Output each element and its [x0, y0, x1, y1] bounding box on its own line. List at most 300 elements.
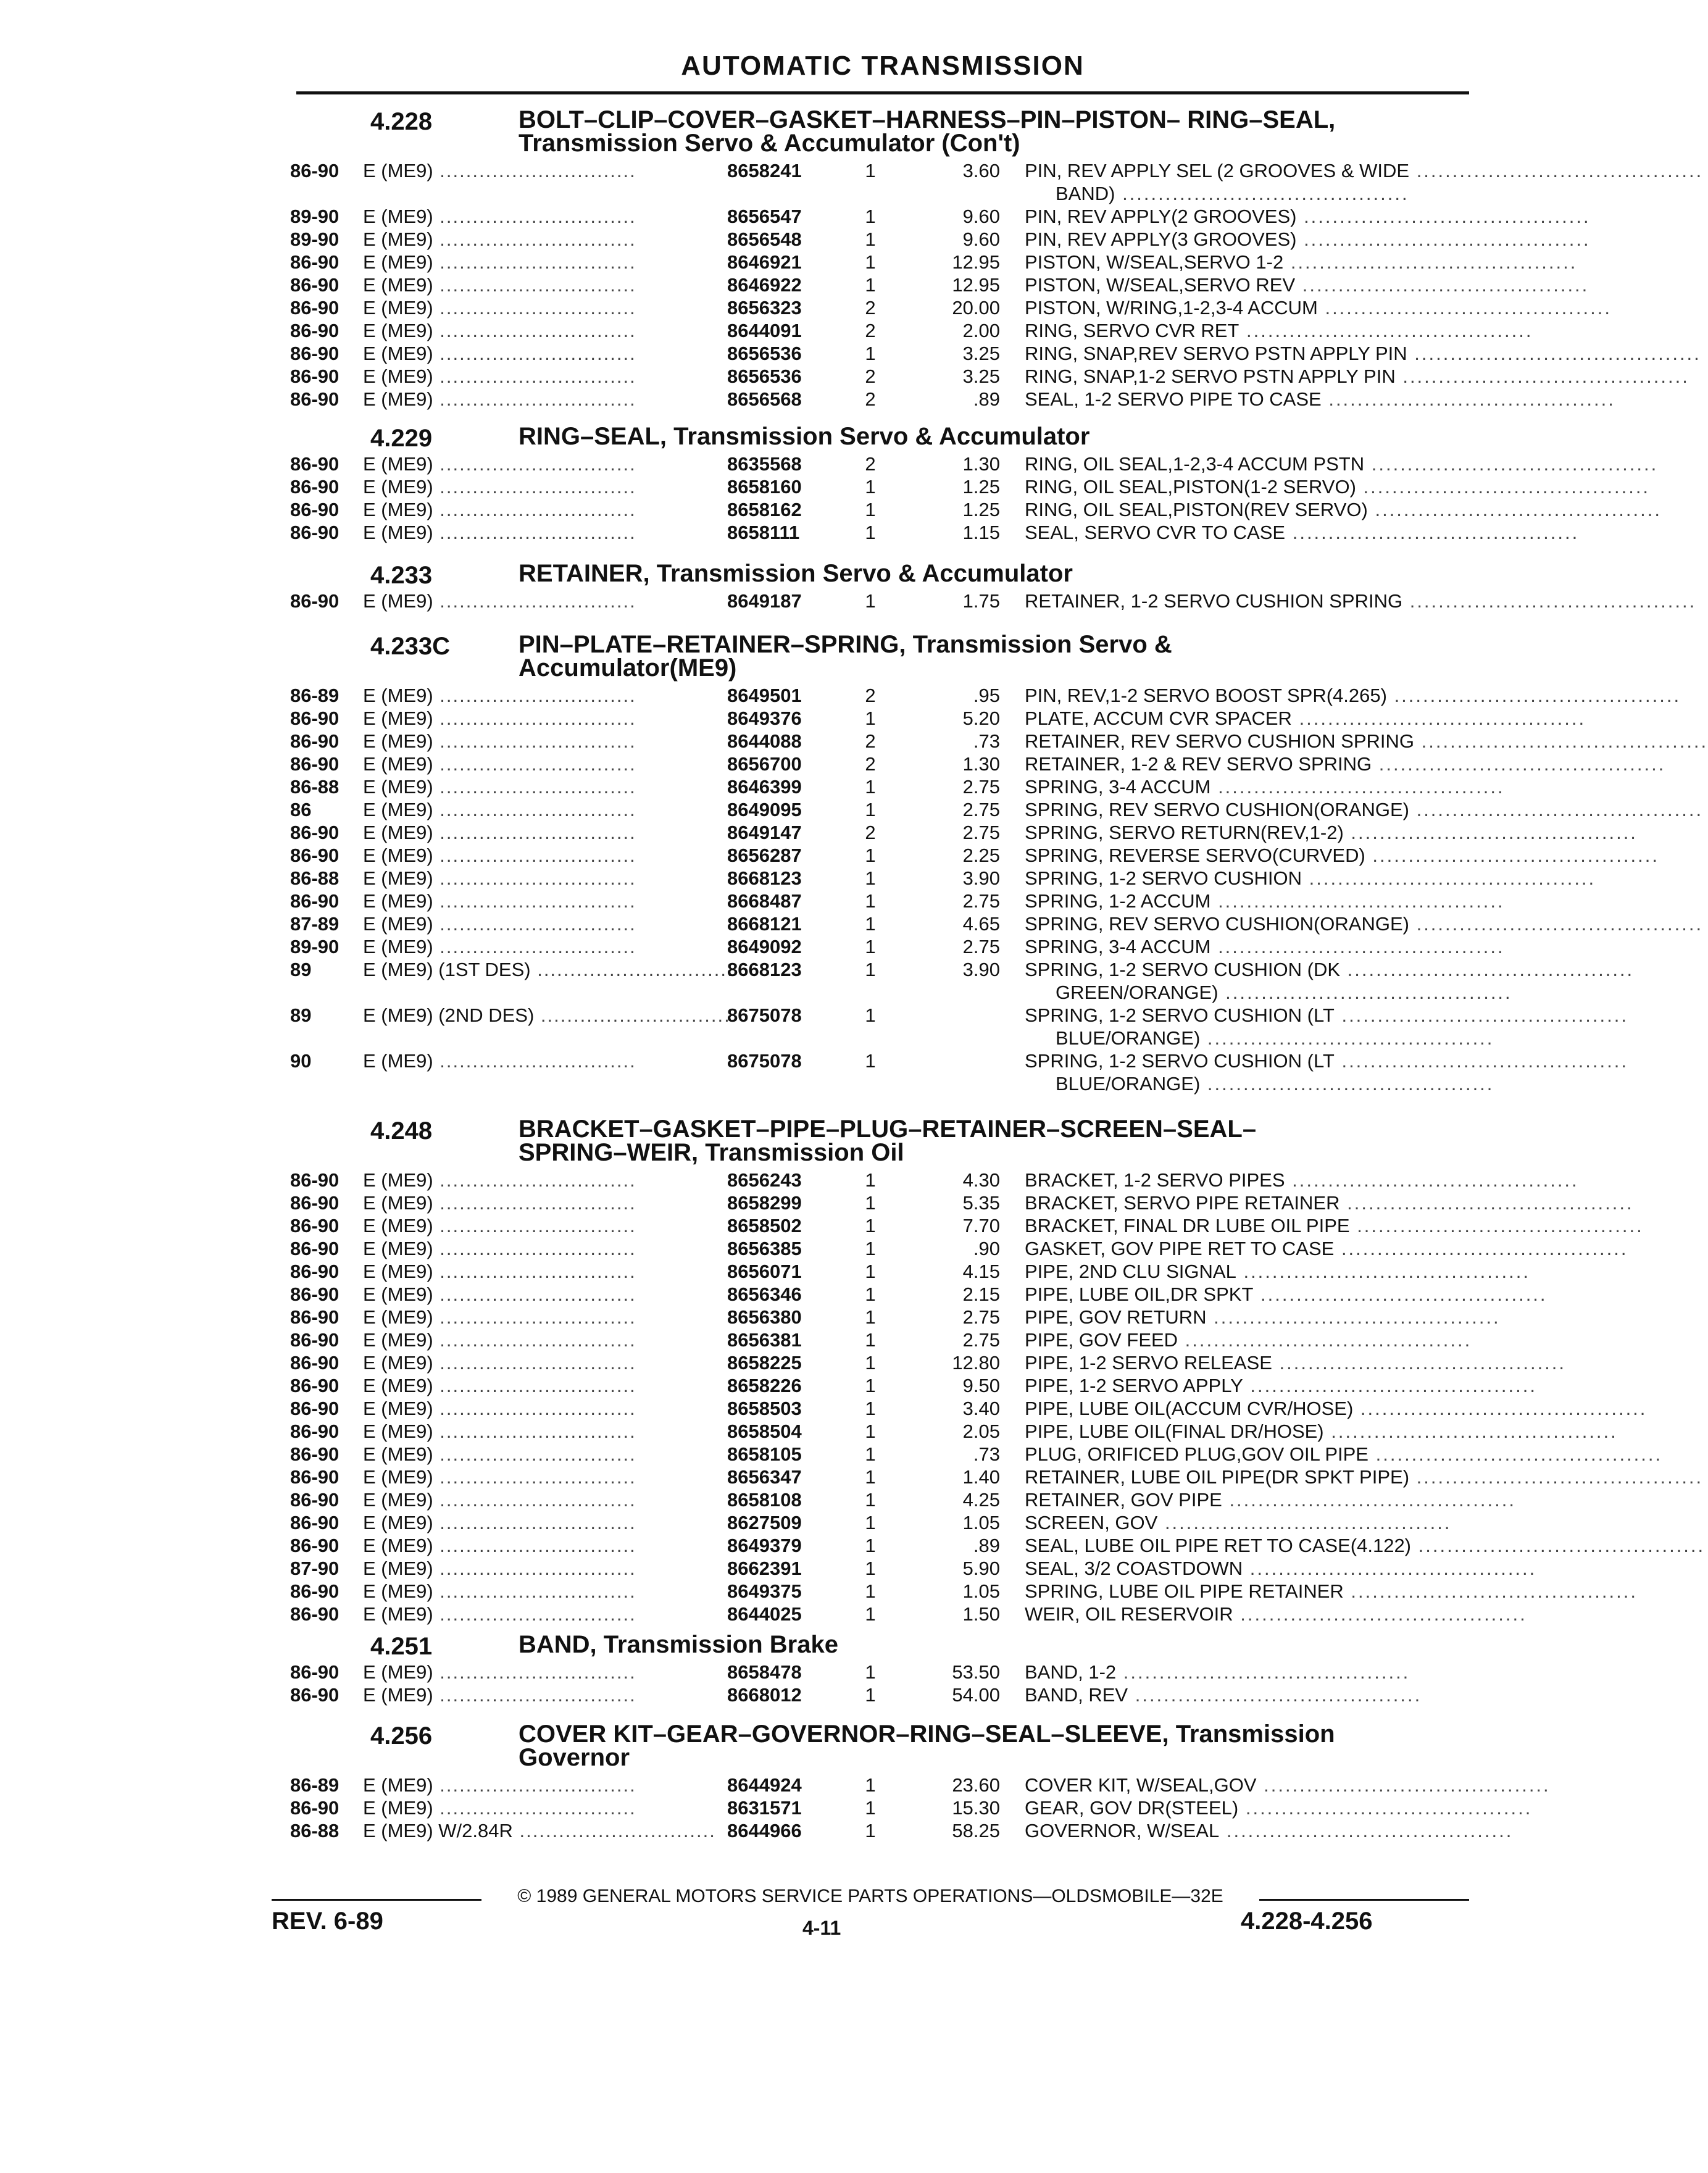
year-cell: 86-90 [290, 522, 340, 543]
leader-dots: ........................................ [1343, 1580, 1638, 1602]
leader-dots: ........................................ [1409, 913, 1704, 935]
year-cell: 86-90 [290, 343, 340, 364]
parts-row [290, 799, 1704, 822]
section-title [519, 1633, 1444, 1656]
quantity-cell: 1 [865, 936, 876, 957]
leader-dots: ........................................ [1372, 753, 1666, 775]
engine-text: E (ME9) [363, 1398, 433, 1419]
engine-cell [363, 685, 636, 707]
footer-rule-right [1259, 1899, 1469, 1901]
engine-cell [363, 1466, 636, 1488]
price-cell: 20.00 [952, 297, 1000, 319]
price-cell: .73 [973, 730, 1000, 752]
parts-row [290, 936, 1505, 959]
leader-dots: ........................................ [1285, 522, 1580, 543]
description-text: SEAL, 1-2 SERVO PIPE TO CASE [1025, 388, 1322, 410]
price-cell: 9.60 [962, 228, 1000, 250]
description-cell [1025, 297, 1612, 319]
leader-dots: .............................. [433, 160, 636, 181]
engine-text: E (ME9) [363, 251, 433, 273]
year-cell: 86-90 [290, 1661, 340, 1683]
description-cell [1025, 936, 1505, 958]
price-cell: .89 [973, 1535, 1000, 1556]
description-cell [1025, 913, 1704, 935]
section-title [519, 1117, 1444, 1164]
part-number-cell: 8656380 [727, 1306, 802, 1328]
year-cell: 86-90 [290, 320, 340, 341]
engine-text: E (ME9) [363, 228, 433, 250]
engine-cell [363, 388, 636, 411]
year-cell: 86-90 [290, 1535, 340, 1556]
engine-cell [363, 776, 636, 798]
description-text: PIN, REV APPLY SEL (2 GROOVES & WIDE [1025, 160, 1410, 181]
engine-cell [363, 730, 636, 753]
year-cell: 86-90 [290, 1398, 340, 1419]
engine-text: E (ME9) [363, 753, 433, 775]
leader-dots: .............................. [433, 274, 636, 296]
parts-row [290, 1306, 1501, 1330]
parts-row [290, 959, 1635, 982]
leader-dots: ........................................ [1236, 1261, 1530, 1282]
quantity-cell: 1 [865, 160, 876, 181]
leader-dots: ........................................ [1353, 1398, 1648, 1419]
year-cell: 86-90 [290, 453, 340, 475]
parts-row [290, 1774, 1551, 1798]
leader-dots: .............................. [433, 776, 636, 798]
header-rule [296, 91, 1469, 94]
quantity-cell: 1 [865, 476, 876, 498]
quantity-cell: 1 [865, 251, 876, 273]
description-text: SPRING, SERVO RETURN(REV,1-2) [1025, 822, 1344, 843]
description-cell [1025, 1352, 1567, 1374]
description-text: SPRING, 3-4 ACCUM [1025, 936, 1211, 957]
engine-cell [363, 476, 636, 498]
description-text: BLUE/ORANGE) [1056, 1073, 1201, 1095]
description-cell [1025, 206, 1591, 228]
part-number-cell: 8662391 [727, 1558, 802, 1579]
description-text: SCREEN, GOV [1025, 1512, 1158, 1533]
description-text: SPRING, 1-2 SERVO CUSHION (LT [1025, 1004, 1335, 1026]
description-text: SPRING, 1-2 ACCUM [1025, 890, 1211, 912]
leader-dots: ........................................ [1317, 297, 1612, 319]
part-number-cell: 8646922 [727, 274, 802, 296]
leader-dots: .............................. [433, 206, 636, 227]
engine-cell [363, 1684, 636, 1706]
part-number-cell: 8656071 [727, 1261, 802, 1282]
description-text: WEIR, OIL RESERVOIR [1025, 1603, 1233, 1625]
price-cell: 1.25 [962, 476, 1000, 498]
quantity-cell: 1 [865, 1558, 876, 1579]
engine-cell [363, 1329, 636, 1351]
leader-dots: .............................. [433, 890, 636, 912]
part-number-cell: 8656243 [727, 1169, 802, 1191]
price-cell: 4.25 [962, 1489, 1000, 1511]
description-text: PIN, REV,1-2 SERVO BOOST SPR(4.265) [1025, 685, 1387, 706]
year-cell: 86-90 [290, 1580, 340, 1602]
parts-row [290, 1169, 1579, 1193]
description-text: RETAINER, REV SERVO CUSHION SPRING [1025, 730, 1415, 752]
description-text: RETAINER, 1-2 SERVO CUSHION SPRING [1025, 590, 1403, 612]
part-number-cell: 8656536 [727, 343, 802, 364]
part-number-cell: 8649501 [727, 685, 802, 706]
leader-dots: ........................................ [1386, 685, 1681, 706]
price-cell: 15.30 [952, 1797, 1000, 1819]
leader-dots: .............................. [433, 343, 636, 364]
quantity-cell: 1 [865, 1774, 876, 1796]
leader-dots: ........................................ [1402, 590, 1697, 612]
price-cell: .95 [973, 685, 1000, 706]
engine-cell [363, 890, 636, 912]
leader-dots: ........................................ [1334, 1004, 1628, 1026]
year-cell: 86-88 [290, 776, 340, 798]
year-cell: 86 [290, 799, 312, 820]
engine-text: E (ME9) W/2.84R [363, 1820, 513, 1841]
engine-text: E (ME9) [363, 730, 433, 752]
section-title [519, 425, 1444, 448]
part-number-cell: 8658225 [727, 1352, 802, 1374]
leader-dots: ........................................ [1334, 1238, 1628, 1259]
section-number: 4.251 [370, 1633, 433, 1660]
price-cell: .89 [973, 388, 1000, 410]
leader-dots: .............................. [433, 822, 636, 843]
price-cell: 1.15 [962, 522, 1000, 543]
price-cell: 2.75 [962, 890, 1000, 912]
leader-dots: .............................. [433, 1580, 636, 1602]
price-cell: 12.95 [952, 274, 1000, 296]
parts-row [290, 206, 1591, 229]
leader-dots: .............................. [433, 1797, 636, 1819]
quantity-cell: 2 [865, 365, 876, 387]
description-cell [1025, 1466, 1704, 1488]
description-cell [1025, 1489, 1516, 1511]
year-cell: 86-90 [290, 1512, 340, 1533]
leader-dots: ........................................ [1409, 160, 1704, 181]
leader-dots: .............................. [433, 320, 636, 341]
engine-text: E (ME9) [363, 522, 433, 543]
description-cell [1025, 890, 1505, 912]
engine-cell [363, 1398, 636, 1420]
year-cell: 86-90 [290, 1466, 340, 1488]
price-cell: 1.75 [962, 590, 1000, 612]
parts-row [290, 388, 1615, 412]
year-cell: 86-90 [290, 1684, 340, 1706]
price-cell: 2.75 [962, 1329, 1000, 1351]
engine-cell [363, 936, 636, 958]
quantity-cell: 1 [865, 1215, 876, 1237]
engine-text: E (ME9) [363, 1238, 433, 1259]
description-text: RING, OIL SEAL,PISTON(1-2 SERVO) [1025, 476, 1356, 498]
part-number-cell: 8658108 [727, 1489, 802, 1511]
description-cell [1025, 1443, 1663, 1466]
engine-text: E (ME9) [363, 499, 433, 520]
description-cell [1025, 388, 1615, 411]
quantity-cell: 2 [865, 753, 876, 775]
engine-cell [363, 160, 636, 182]
year-cell: 86-90 [290, 365, 340, 387]
engine-cell [363, 274, 636, 296]
section-number: 4.233 [370, 562, 433, 589]
year-cell: 86-90 [290, 1443, 340, 1465]
price-cell: 2.75 [962, 936, 1000, 957]
description-text: SPRING, LUBE OIL PIPE RETAINER [1025, 1580, 1344, 1602]
parts-row [290, 1050, 1628, 1074]
section-title-line: RING–SEAL, Transmission Servo & Accumulator [519, 423, 1090, 450]
year-cell: 87-90 [290, 1558, 340, 1579]
quantity-cell: 1 [865, 1238, 876, 1259]
leader-dots: ........................................ [1349, 1215, 1644, 1237]
leader-dots: .............................. [433, 1375, 636, 1396]
parts-row [290, 343, 1701, 366]
description-cell [1025, 1684, 1481, 1706]
description-cell [1025, 1306, 1501, 1328]
leader-dots: .............................. [433, 1050, 636, 1072]
parts-row [290, 1215, 1644, 1238]
description-text: PLUG, ORIFICED PLUG,GOV OIL PIPE [1025, 1443, 1368, 1465]
price-cell: 2.75 [962, 799, 1000, 820]
quantity-cell: 1 [865, 1443, 876, 1465]
footer-revision: REV. 6-89 [272, 1908, 383, 1935]
section-title [519, 108, 1444, 155]
leader-dots: ........................................ [1243, 1375, 1537, 1396]
leader-dots: .............................. [433, 685, 636, 706]
parts-row [290, 1684, 1481, 1708]
engine-cell [363, 1420, 636, 1443]
parts-row [290, 913, 1704, 936]
leader-dots: ........................................ [1409, 1466, 1704, 1488]
section-number: 4.233C [370, 633, 450, 660]
price-cell: 23.60 [952, 1774, 1000, 1796]
leader-dots: .............................. [433, 228, 636, 250]
description-cell [1025, 822, 1638, 844]
parts-row [290, 1192, 1634, 1216]
year-cell: 86-90 [290, 1238, 340, 1259]
leader-dots: .............................. [433, 1535, 636, 1556]
leader-dots: ........................................ [1128, 1684, 1422, 1706]
description-text: RETAINER, 1-2 & REV SERVO SPRING [1025, 753, 1372, 775]
parts-row [290, 822, 1638, 845]
quantity-cell: 1 [865, 867, 876, 889]
description-continuation [1056, 1073, 1512, 1095]
leader-dots: .............................. [530, 959, 734, 980]
quantity-cell: 1 [865, 228, 876, 250]
part-number-cell: 8644966 [727, 1820, 802, 1841]
section-number: 4.248 [370, 1117, 433, 1145]
section-title-line: SPRING–WEIR, Transmission Oil [519, 1139, 904, 1166]
year-cell: 86-90 [290, 1375, 340, 1396]
part-number-cell: 8658162 [727, 499, 802, 520]
section-number: 4.228 [370, 108, 433, 135]
engine-text: E (ME9) [363, 1306, 433, 1328]
quantity-cell: 1 [865, 913, 876, 935]
leader-dots: ........................................ [1291, 707, 1586, 729]
quantity-cell: 1 [865, 1820, 876, 1841]
price-cell: 54.00 [952, 1684, 1000, 1706]
part-number-cell: 8658226 [727, 1375, 802, 1396]
leader-dots: .............................. [433, 388, 636, 410]
part-number-cell: 8644088 [727, 730, 802, 752]
price-cell: 2.25 [962, 845, 1000, 866]
engine-text: E (ME9) [363, 297, 433, 319]
engine-text: E (ME9) [363, 320, 433, 341]
engine-text: E (ME9) [363, 1050, 433, 1072]
year-cell: 86-88 [290, 867, 340, 889]
leader-dots: .............................. [433, 1603, 636, 1625]
quantity-cell: 1 [865, 206, 876, 227]
description-text: RING, OIL SEAL,1-2,3-4 ACCUM PSTN [1025, 453, 1365, 475]
section-title-line: BRACKET–GASKET–PIPE–PLUG–RETAINER–SCREEN–SEAL– [519, 1116, 1257, 1143]
engine-text: E (ME9) [363, 1661, 433, 1683]
part-number-cell: 8644025 [727, 1603, 802, 1625]
quantity-cell: 2 [865, 730, 876, 752]
description-cell [1025, 476, 1651, 498]
leader-dots: ........................................ [1157, 1512, 1452, 1533]
description-text: PIPE, LUBE OIL,DR SPKT [1025, 1283, 1254, 1305]
engine-cell [363, 320, 636, 342]
quantity-cell: 1 [865, 1283, 876, 1305]
description-cell [1025, 1661, 1481, 1683]
parts-row [290, 730, 1708, 754]
parts-row [290, 1558, 1537, 1581]
description-cell [1025, 1375, 1537, 1397]
description-text: PLATE, ACCUM CVR SPACER [1025, 707, 1292, 729]
leader-dots: ........................................ [1343, 822, 1638, 843]
engine-text: E (ME9) [363, 274, 433, 296]
parts-row [290, 1420, 1618, 1444]
part-number-cell: 8646399 [727, 776, 802, 798]
description-text: PIPE, 1-2 SERVO APPLY [1025, 1375, 1243, 1396]
description-cell [1025, 499, 1662, 521]
part-number-cell: 8675078 [727, 1050, 802, 1072]
leader-dots: ........................................ [1200, 1027, 1494, 1049]
leader-dots: .............................. [433, 1684, 636, 1706]
engine-cell [363, 590, 636, 612]
description-text: PIPE, LUBE OIL(ACCUM CVR/HOSE) [1025, 1398, 1354, 1419]
part-number-cell: 8656700 [727, 753, 802, 775]
price-cell: 3.25 [962, 343, 1000, 364]
quantity-cell: 1 [865, 845, 876, 866]
leader-dots: ........................................ [1395, 365, 1689, 387]
description-cell [1025, 1558, 1537, 1580]
description-text: PISTON, W/RING,1-2,3-4 ACCUM [1025, 297, 1318, 319]
quantity-cell: 1 [865, 1352, 876, 1374]
leader-dots: .............................. [433, 1169, 636, 1191]
description-text: SPRING, REVERSE SERVO(CURVED) [1025, 845, 1365, 866]
description-text: PIPE, 2ND CLU SIGNAL [1025, 1261, 1236, 1282]
engine-text: E (ME9) [363, 1466, 433, 1488]
year-cell: 86-90 [290, 251, 340, 273]
leader-dots: ........................................ [1285, 1169, 1579, 1191]
description-cell [1025, 1329, 1481, 1351]
leader-dots: .............................. [433, 1443, 636, 1465]
leader-dots: ........................................ [1218, 982, 1512, 1003]
quantity-cell: 1 [865, 1512, 876, 1533]
part-number-cell: 8627509 [727, 1512, 802, 1533]
engine-text: E (ME9) [363, 1443, 433, 1465]
part-number-cell: 8675078 [727, 1004, 802, 1026]
leader-dots: ........................................ [1302, 867, 1596, 889]
description-continuation [1056, 183, 1512, 205]
year-cell: 86-90 [290, 1329, 340, 1351]
quantity-cell: 2 [865, 685, 876, 706]
leader-dots: .............................. [433, 590, 636, 612]
year-cell: 89-90 [290, 228, 340, 250]
year-cell: 86-90 [290, 730, 340, 752]
parts-row [290, 1352, 1567, 1375]
engine-cell [363, 1489, 636, 1511]
engine-text: E (ME9) [363, 1512, 433, 1533]
part-number-cell: 8649095 [727, 799, 802, 820]
parts-row [290, 685, 1681, 708]
engine-cell [363, 1215, 636, 1237]
price-cell: 7.70 [962, 1215, 1000, 1237]
leader-dots: .............................. [433, 867, 636, 889]
leader-dots: .............................. [433, 845, 636, 866]
quantity-cell: 2 [865, 388, 876, 410]
description-cell [1025, 1169, 1579, 1191]
leader-dots: ........................................ [1296, 206, 1591, 227]
description-text: BRACKET, SERVO PIPE RETAINER [1025, 1192, 1340, 1214]
price-cell: 1.30 [962, 753, 1000, 775]
year-cell: 86-90 [290, 160, 340, 181]
parts-row [290, 1466, 1704, 1490]
part-number-cell: 8658160 [727, 476, 802, 498]
description-text: COVER KIT, W/SEAL,GOV [1025, 1774, 1257, 1796]
price-cell: 2.00 [962, 320, 1000, 341]
engine-text: E (ME9) [363, 913, 433, 935]
part-number-cell: 8656536 [727, 365, 802, 387]
engine-text: E (ME9) [363, 1169, 433, 1191]
part-number-cell: 8631571 [727, 1797, 802, 1819]
description-text: RETAINER, GOV PIPE [1025, 1489, 1222, 1511]
engine-cell [363, 1238, 636, 1260]
leader-dots: ........................................ [1200, 1073, 1494, 1095]
parts-row [290, 1797, 1533, 1821]
parts-row [290, 297, 1612, 320]
year-cell: 86-90 [290, 1603, 340, 1625]
engine-text: E (ME9) (1ST DES) [363, 959, 531, 980]
description-cell [1025, 160, 1704, 182]
quantity-cell: 1 [865, 1306, 876, 1328]
leader-dots: .............................. [433, 1512, 636, 1533]
description-text: SPRING, 3-4 ACCUM [1025, 776, 1211, 798]
year-cell: 86-90 [290, 1169, 340, 1191]
description-text: PISTON, W/SEAL,SERVO REV [1025, 274, 1296, 296]
part-number-cell: 8635568 [727, 453, 802, 475]
price-cell: 2.15 [962, 1283, 1000, 1305]
quantity-cell: 1 [865, 1169, 876, 1191]
leader-dots: .............................. [433, 1466, 636, 1488]
quantity-cell: 1 [865, 799, 876, 820]
engine-cell [363, 1603, 636, 1625]
quantity-cell: 1 [865, 1535, 876, 1556]
quantity-cell: 1 [865, 890, 876, 912]
leader-dots: ........................................ [1368, 1443, 1663, 1465]
engine-text: E (ME9) [363, 822, 433, 843]
description-text: PIPE, 1-2 SERVO RELEASE [1025, 1352, 1272, 1374]
price-cell: 53.50 [952, 1661, 1000, 1683]
description-text: SEAL, LUBE OIL PIPE RET TO CASE(4.122) [1025, 1535, 1412, 1556]
part-number-cell: 8649147 [727, 822, 802, 843]
leader-dots: .............................. [433, 1261, 636, 1282]
engine-text: E (ME9) [363, 1684, 433, 1706]
part-number-cell: 8656323 [727, 297, 802, 319]
description-continuation [1056, 1027, 1512, 1049]
year-cell: 86-90 [290, 1261, 340, 1282]
engine-cell [363, 1512, 636, 1534]
year-cell: 86-90 [290, 1215, 340, 1237]
quantity-cell: 1 [865, 499, 876, 520]
engine-text: E (ME9) [363, 343, 433, 364]
